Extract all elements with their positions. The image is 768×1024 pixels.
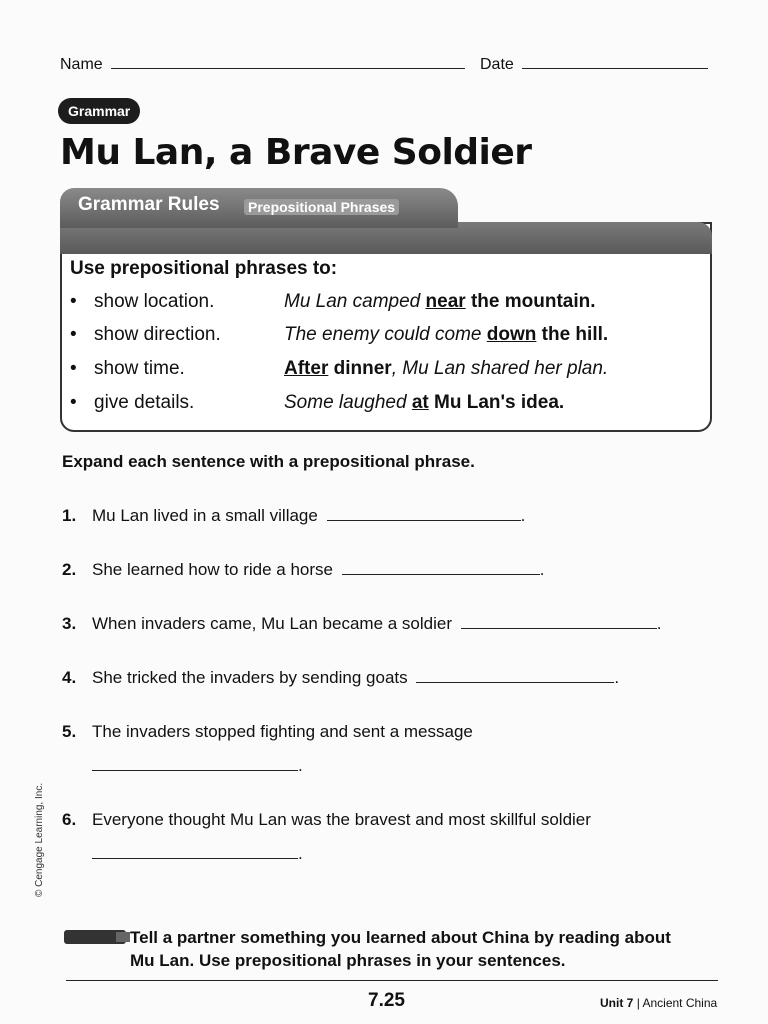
grammar-badge: Grammar [58,98,140,124]
instruction-text: Expand each sentence with a prepositional phrase. [62,452,475,471]
rules-tab-title: Grammar Rules [78,194,220,215]
answer-line[interactable] [92,858,298,859]
bullet-icon: • [70,392,77,413]
copyright-credit: © Cengage Learning, Inc. [34,782,45,897]
name-line[interactable] [111,68,465,69]
answer-line[interactable] [327,520,521,521]
bullet-icon: • [70,324,77,345]
answer-line[interactable] [92,770,298,771]
rule-use: • show time. [70,358,185,379]
date-label: Date [480,56,514,73]
exercise-item: 2. She learned how to ride a horse . [62,560,545,579]
bullet-icon: • [70,358,77,379]
exercise-item: 1. Mu Lan lived in a small village . [62,506,526,525]
answer-line[interactable] [461,628,657,629]
rules-tab-subtitle: Prepositional Phrases [244,199,399,215]
name-field [60,56,465,74]
rule-use: • give details. [70,392,195,413]
answer-line[interactable] [416,682,614,683]
rule-use: • show location. [70,291,215,312]
rule-example: After dinner, Mu Lan shared her plan. [284,358,609,379]
rule-example: Some laughed at Mu Lan's idea. [284,392,565,413]
page-title: Mu Lan, a Brave Soldier [60,132,532,173]
date-field [480,56,708,74]
exercise-answer: . [92,844,303,864]
exercise-item: 4. She tricked the invaders by sending goats . [62,668,620,687]
answer-line[interactable] [342,574,540,575]
rules-intro: Use prepositional phrases to: [70,258,338,279]
exercise-item: 3. When invaders came, Mu Lan became a soldier . [62,614,662,633]
date-line[interactable] [522,68,708,69]
footer-divider [66,980,718,981]
name-label: Name [60,56,103,73]
page-number: 7.25 [368,990,405,1011]
rule-example: Mu Lan camped near the mountain. [284,291,596,312]
bullet-icon: • [70,291,77,312]
exercise-item: 5. The invaders stopped fighting and sent a message [62,722,473,741]
talk-prompt: Tell a partner something you learned about China by reading about Mu Lan. Use prepositional phrases in your sentences. [130,928,671,970]
talk-pencil-icon [64,930,126,944]
exercise-item: 6. Everyone thought Mu Lan was the bravest and most skillful soldier [62,810,591,829]
exercise-answer: . [92,756,303,776]
rule-example: The enemy could come down the hill. [284,324,609,345]
unit-label: Unit 7 | Ancient China [600,996,718,1010]
rule-use: • show direction. [70,324,221,345]
